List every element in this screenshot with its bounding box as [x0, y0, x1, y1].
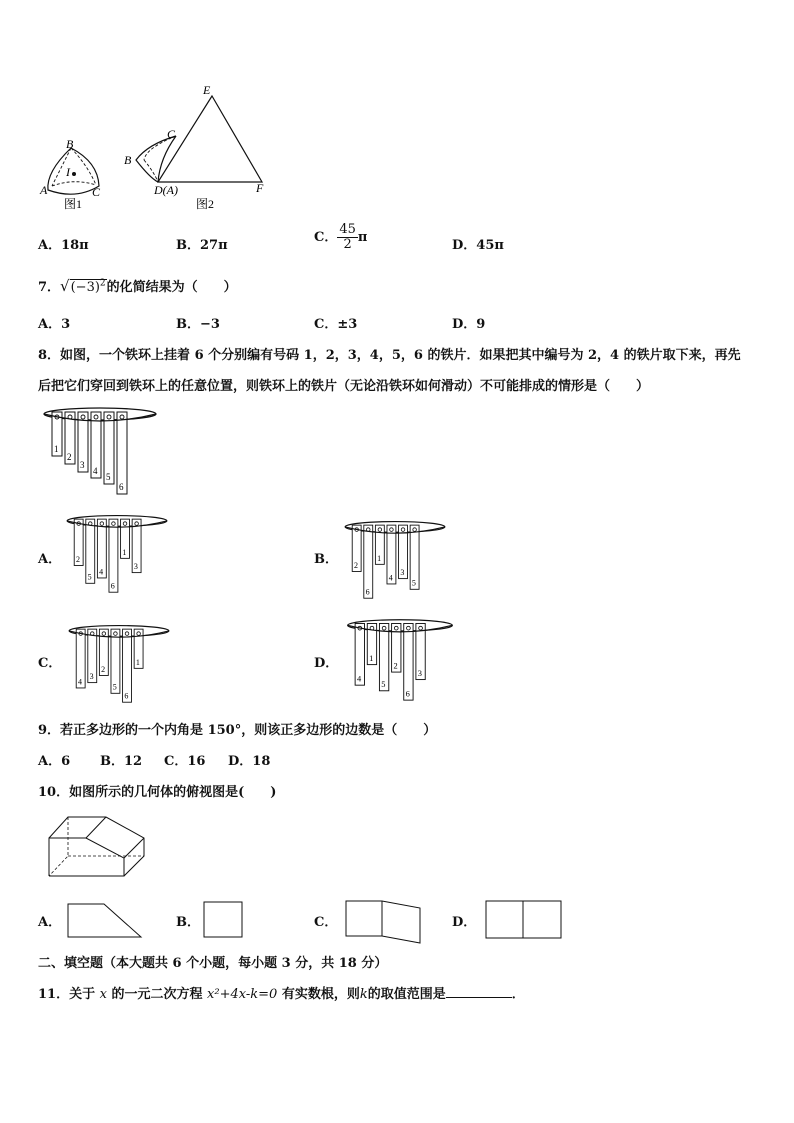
hanging-tag — [104, 412, 114, 484]
tag-number: 2 — [354, 560, 359, 570]
fig2-caption: 图2 — [196, 197, 215, 211]
tag-number: 3 — [400, 568, 405, 578]
q8-option-a[interactable]: A． — [38, 552, 62, 567]
tag-number: 5 — [106, 472, 111, 482]
tag-number: 2 — [393, 661, 398, 671]
q7-stem — [38, 276, 237, 295]
q7-number: 7． — [38, 280, 61, 295]
tag-number: 5 — [87, 572, 92, 582]
option-text: 18 — [252, 754, 271, 769]
q10-option-a[interactable]: A． — [38, 915, 62, 930]
tag-number: 2 — [67, 452, 72, 462]
option-fraction — [337, 223, 358, 252]
hanging-tag — [74, 519, 83, 565]
tag-number: 2 — [76, 554, 81, 564]
q7-radical — [60, 277, 107, 295]
q10-option-d-figure — [484, 899, 564, 941]
option-letter: C． — [164, 754, 188, 769]
tag-number: 6 — [365, 587, 370, 597]
hanging-tag — [97, 519, 106, 578]
hanging-tag — [379, 623, 388, 690]
hanging-tag — [88, 629, 97, 682]
q9-option-d[interactable] — [228, 750, 270, 769]
hanging-tag — [132, 519, 141, 572]
option-text: 6 — [61, 754, 71, 769]
option-text: 45π — [476, 238, 504, 253]
tag-number: 5 — [112, 682, 117, 692]
option-letter: C． — [314, 317, 338, 332]
tag-number: 4 — [93, 466, 98, 476]
q9-option-b[interactable] — [100, 750, 142, 769]
option-text: 18π — [61, 238, 89, 253]
hanging-tag — [52, 412, 62, 456]
hanging-tag — [392, 623, 401, 672]
fig2-label-c: C — [167, 127, 176, 141]
tag-number: 6 — [119, 482, 124, 492]
q8-option-c-figure — [64, 622, 174, 704]
option-letter: A． — [38, 317, 62, 332]
q11-text-mid: 的一元二次方程 — [111, 987, 203, 1002]
tag-number: 1 — [135, 657, 140, 667]
hanging-tag — [352, 525, 361, 571]
option-letter: A． — [38, 754, 62, 769]
radicand-text: (−3) — [70, 280, 100, 295]
tag-number: 1 — [54, 444, 59, 454]
option-text: 9 — [476, 317, 486, 332]
q11-text-end: ． — [511, 987, 525, 1002]
q8-option-d[interactable]: D． — [314, 656, 339, 671]
q6-option-d[interactable] — [452, 234, 504, 253]
hanging-tag — [364, 525, 373, 598]
q8-option-c[interactable]: C． — [38, 656, 62, 671]
fig2-label-e: E — [203, 83, 211, 97]
q10-option-c[interactable]: C． — [314, 915, 338, 930]
q9-option-c[interactable] — [164, 750, 205, 769]
tag-number: 5 — [411, 578, 416, 588]
hanging-tag — [416, 623, 425, 679]
option-letter: B． — [176, 317, 200, 332]
q11-var-x: x — [99, 987, 107, 1002]
tag-number: 5 — [381, 680, 386, 690]
q11-text-mid2: 有实数根，则 — [281, 987, 360, 1002]
fig2-label-d: D(A) — [154, 183, 178, 197]
q10-solid-figure — [46, 812, 148, 880]
tag-number: 4 — [357, 674, 362, 684]
q7-option-b[interactable] — [176, 313, 220, 332]
q8-stem-line-2: 后把它们穿回到铁环上的任意位置，则铁环上的铁片（无论沿铁环如何滑动）不可能排成的情形是（ ） — [38, 379, 650, 394]
hanging-tag — [387, 525, 396, 584]
option-text: ±3 — [337, 317, 358, 332]
option-text: 3 — [61, 317, 71, 332]
q8-option-d-figure — [342, 616, 458, 702]
q7-text: 的化简结果为（ ） — [106, 280, 237, 295]
option-letter: B． — [100, 754, 124, 769]
option-text: 16 — [187, 754, 206, 769]
option-letter: B． — [176, 238, 200, 253]
tag-number: 6 — [110, 581, 115, 591]
q6-option-b[interactable] — [176, 234, 228, 253]
option-suffix: π — [357, 230, 368, 245]
tag-number: 4 — [99, 567, 104, 577]
q7-option-c[interactable] — [314, 313, 357, 332]
tag-number: 4 — [388, 573, 393, 583]
q11-stem — [38, 983, 525, 1002]
option-letter: D． — [452, 238, 477, 253]
hanging-tag — [121, 519, 130, 558]
hanging-tag — [404, 623, 413, 700]
tag-number: 1 — [369, 653, 374, 663]
tag-number: 2 — [101, 664, 106, 674]
q7-option-d[interactable] — [452, 313, 485, 332]
hanging-tag — [355, 623, 364, 685]
section-2-title: 二、填空题（本大题共 6 个小题，每小题 3 分，共 18 分） — [38, 956, 388, 971]
fig1-label-i: I — [66, 165, 70, 179]
tag-number: 1 — [377, 553, 382, 563]
q11-answer-blank[interactable] — [446, 985, 512, 998]
q7-option-a[interactable] — [38, 313, 70, 332]
q6-figure-1 — [39, 137, 101, 211]
hanging-tag — [410, 525, 419, 589]
q8-option-b[interactable]: B． — [314, 552, 338, 567]
fraction-numerator: 45 — [339, 222, 356, 237]
radical-sign-icon: √ — [60, 277, 70, 295]
q10-stem: 10．如图所示的几何体的俯视图是( ) — [38, 785, 277, 800]
q9-option-a[interactable] — [38, 750, 70, 769]
hanging-tag — [111, 629, 120, 693]
fig2-label-b: B — [124, 153, 132, 167]
q8-option-a-figure — [62, 512, 172, 594]
tag-number: 6 — [124, 691, 129, 701]
option-text: 27π — [200, 238, 228, 253]
hanging-tag — [86, 519, 95, 583]
radicand-exponent: 2 — [99, 278, 106, 289]
option-text: 12 — [124, 754, 143, 769]
q7-radicand — [70, 279, 107, 295]
q8-option-b-figure — [340, 518, 450, 600]
hanging-tag — [91, 412, 101, 478]
hanging-tag — [123, 629, 132, 702]
q10-option-b-figure — [202, 900, 246, 940]
fig1-label-b: B — [66, 137, 74, 151]
fig1-caption: 图1 — [64, 197, 83, 211]
tag-number: 4 — [78, 677, 83, 687]
q6-option-c[interactable] — [314, 223, 367, 252]
q10-option-d[interactable]: D． — [452, 915, 477, 930]
option-letter: D． — [452, 317, 477, 332]
option-letter: D． — [228, 754, 253, 769]
option-letter: C． — [314, 230, 338, 245]
fig1-label-c: C — [92, 185, 101, 199]
tag-number: 3 — [417, 668, 422, 678]
option-text: −3 — [200, 317, 220, 332]
q10-option-a-figure — [64, 902, 144, 940]
fraction-denominator: 2 — [343, 237, 352, 252]
tag-number: 3 — [89, 672, 94, 682]
hanging-tag — [109, 519, 118, 592]
q11-equation: x²+4x-k=0 — [207, 987, 278, 1002]
tag-number: 3 — [133, 562, 138, 572]
option-letter: A． — [38, 238, 62, 253]
fig2-label-f: F — [256, 181, 264, 195]
q6-figures — [36, 82, 276, 214]
q10-option-b[interactable]: B． — [176, 915, 200, 930]
tag-number: 6 — [405, 689, 410, 699]
hanging-tag — [76, 629, 85, 688]
q6-option-a[interactable] — [38, 234, 89, 253]
q10-option-c-figure — [344, 898, 424, 946]
q11-text-suffix: 的取值范围是 — [367, 987, 446, 1002]
tag-number: 1 — [122, 547, 127, 557]
hanging-tag — [117, 412, 127, 494]
q6-figure-2 — [124, 83, 264, 211]
q9-stem: 9．若正多边形的一个内角是 150°，则该正多边形的边数是（ ） — [38, 723, 437, 738]
tag-number: 3 — [80, 460, 85, 470]
hanging-tag — [375, 525, 384, 564]
q8-original-ring — [40, 404, 160, 496]
hanging-tag — [134, 629, 143, 668]
q8-stem-line-1: 8．如图，一个铁环上挂着 6 个分别编有号码 1，2，3，4，5，6 的铁片．如果把其中编号为 2，4 的铁片取下来，再先 — [38, 348, 741, 363]
fig1-label-a: A — [40, 183, 48, 197]
q11-text-prefix: 11．关于 — [38, 987, 96, 1002]
q11-var-k: k — [359, 987, 368, 1002]
